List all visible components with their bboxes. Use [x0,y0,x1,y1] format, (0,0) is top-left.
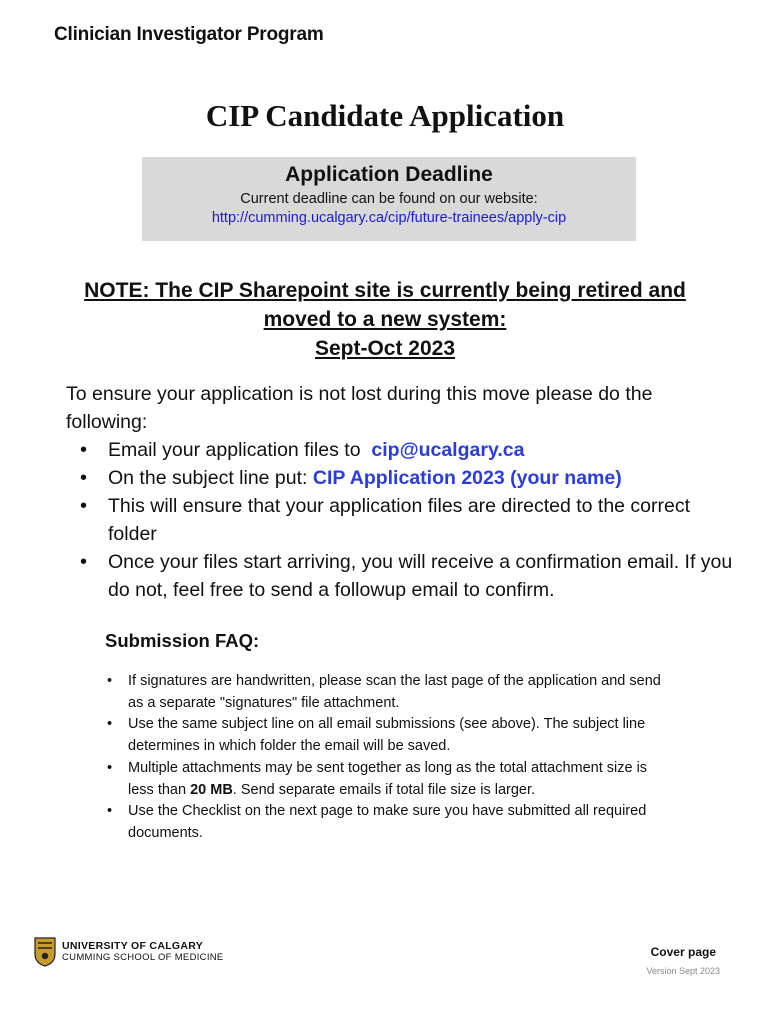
note-line-2: moved to a new system: [263,308,507,331]
instructions-list [66,436,736,604]
item-text: Email your application files to [108,439,361,461]
item-text: On the subject line put: [108,467,308,489]
university-crest-icon [34,937,56,967]
faq-text: Multiple attachments may be sent together as long as the total attachment size is less than [128,759,648,798]
faq-item [105,758,665,801]
list-item: • Once your files start arriving, you will receive a confirmation email. If you do not, feel free to send a followup email to confirm. [66,548,736,604]
subject-line-text: CIP Application 2023 (your name) [312,467,622,489]
email-link[interactable]: cip@ucalgary.ca [371,439,525,461]
cover-page-label: Cover page [650,945,716,959]
version-label: Version Sept 2023 [646,966,720,976]
document-title: CIP Candidate Application [205,98,565,133]
faq-item: • Use the same subject line on all email submissions (see above). The subject line determines in which folder the email will be saved. [105,714,665,757]
note-line-3: Sept-Oct 2023 [314,337,456,360]
faq-title: Submission FAQ: [105,630,260,651]
university-name: UNIVERSITY OF CALGARY [62,940,204,952]
deadline-box [142,157,636,241]
deadline-text: Current deadline can be found on our website: [240,191,538,207]
retirement-note [0,276,770,363]
list-item [66,464,736,492]
deadline-title: Application Deadline [285,163,493,186]
faq-list [105,671,665,845]
list-item [66,436,736,464]
faq-item: • Use the Checklist on the next page to make sure you have submitted all required documents. [105,801,665,844]
school-name: CUMMING SCHOOL OF MEDICINE [62,952,224,963]
size-limit: 20 MB [190,781,233,798]
note-line-1: NOTE: The CIP Sharepoint site is currently being retired and [84,279,686,302]
faq-item: • If signatures are handwritten, please scan the last page of the application and send as a separate "signatures" file attachment. [105,671,665,714]
program-header: Clinician Investigator Program [54,24,324,45]
list-item: • This will ensure that your application files are directed to the correct folder [66,492,736,548]
deadline-link[interactable]: http://cumming.ucalgary.ca/cip/future-trainees/apply-cip [211,210,567,226]
faq-text: . Send separate emails if total file size is larger. [232,781,536,798]
instructions-intro: To ensure your application is not lost during this move please do the following: [66,383,653,433]
university-logo [34,937,224,967]
